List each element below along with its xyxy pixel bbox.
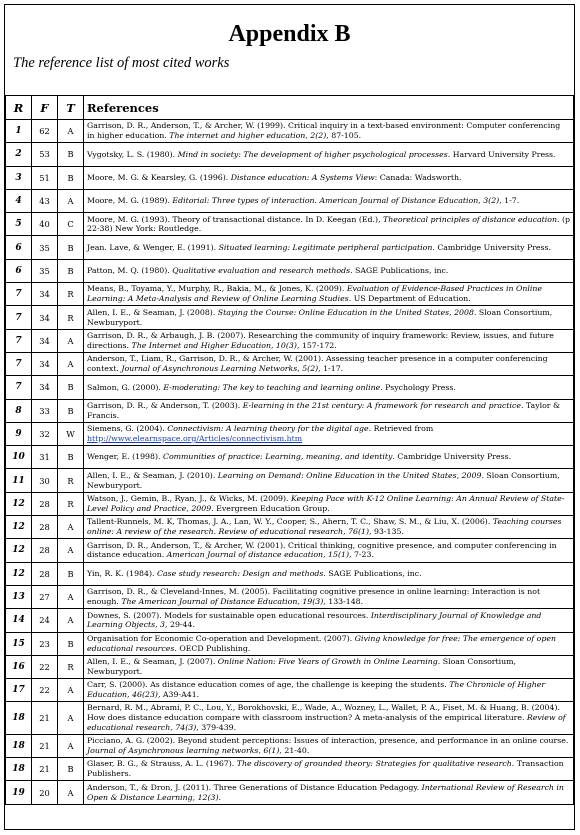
reference-text: . Retrieved from bbox=[368, 424, 434, 434]
frequency-cell: 53 bbox=[32, 143, 58, 166]
reference-italic-text: Online Nation: Five Years of Growth in Online Learning bbox=[217, 657, 438, 667]
column-header-references: References bbox=[84, 96, 574, 120]
type-cell: B bbox=[58, 632, 84, 655]
rank-cell: 9 bbox=[6, 422, 32, 445]
frequency-cell: 32 bbox=[32, 422, 58, 445]
reference-text: 87-105. bbox=[328, 131, 362, 141]
reference-cell bbox=[84, 120, 574, 143]
rank-cell: 17 bbox=[6, 679, 32, 702]
reference-cell bbox=[84, 781, 574, 804]
reference-cell bbox=[84, 329, 574, 352]
reference-cell bbox=[84, 376, 574, 399]
reference-table bbox=[5, 95, 574, 805]
rank-cell: 12 bbox=[6, 562, 32, 585]
reference-cell bbox=[84, 702, 574, 734]
reference-italic-text: E-learning in the 21st century: A framework for research and practice bbox=[242, 400, 521, 410]
rank-cell: 18 bbox=[6, 734, 32, 757]
reference-text: Garrison, D. R., & Arbaugh, J. B. (2007). Researching the community of inquiry framework: Review, issues, and future directions. bbox=[87, 331, 554, 350]
type-cell: A bbox=[58, 679, 84, 702]
rank-cell: 4 bbox=[6, 189, 32, 212]
type-cell: A bbox=[58, 539, 84, 562]
table-row bbox=[6, 492, 574, 515]
type-cell: R bbox=[58, 492, 84, 515]
reference-text: 1-17. bbox=[320, 364, 344, 374]
type-cell: A bbox=[58, 702, 84, 734]
table-row bbox=[6, 213, 574, 236]
reference-italic-text: Mind in society: The development of higher psychological processes. bbox=[177, 149, 451, 159]
reference-text: Moore, M. G. (1993). Theory of transactional distance. In D. Keegan (Ed.), bbox=[87, 214, 384, 224]
reference-italic-text: Editorial: Three types of interaction. American Journal of Distance Education, 3(2), bbox=[172, 196, 502, 206]
reference-italic-text: Connectivism: A learning theory for the digital age bbox=[167, 424, 369, 434]
rank-cell: 2 bbox=[6, 143, 32, 166]
reference-text: Means, B., Toyama, Y., Murphy, R., Bakia, M., & Jones, K. (2009). bbox=[87, 284, 347, 294]
frequency-cell: 21 bbox=[32, 702, 58, 734]
reference-cell bbox=[84, 352, 574, 375]
frequency-cell: 28 bbox=[32, 562, 58, 585]
reference-text: . Transaction Publishers. bbox=[87, 759, 564, 779]
reference-text: . Cambridge University Press. bbox=[392, 452, 512, 462]
frequency-cell: 62 bbox=[32, 120, 58, 143]
reference-italic-text: Keeping Pace with K-12 Online Learning: An Annual Review of State-Level Policy and Practice, 2009 bbox=[87, 494, 565, 513]
reference-italic-text: Learning on Demand: Online Education in the United States, 2009 bbox=[217, 470, 482, 480]
rank-cell: 15 bbox=[6, 632, 32, 655]
frequency-cell: 43 bbox=[32, 189, 58, 212]
frequency-cell: 34 bbox=[32, 306, 58, 329]
rank-cell: 1 bbox=[6, 120, 32, 143]
frequency-cell: 33 bbox=[32, 399, 58, 422]
reference-cell bbox=[84, 143, 574, 166]
reference-cell bbox=[84, 632, 574, 655]
reference-text: Organisation for Economic Co-operation and Development. (2007). bbox=[87, 633, 355, 643]
type-cell: R bbox=[58, 469, 84, 492]
reference-text: . Evergreen Education Group. bbox=[211, 503, 330, 513]
reference-text: Glaser, B. G., & Strauss, A. L. (1967). bbox=[87, 759, 237, 769]
rank-cell: 11 bbox=[6, 469, 32, 492]
reference-cell bbox=[84, 236, 574, 259]
column-header-t: T bbox=[58, 96, 84, 120]
reference-text: . Taylor & Francis. bbox=[87, 400, 560, 420]
reference-text: 93-135. bbox=[371, 527, 404, 537]
reference-text: 379-439. bbox=[198, 723, 237, 733]
type-cell: B bbox=[58, 446, 84, 469]
frequency-cell: 34 bbox=[32, 283, 58, 306]
rank-cell: 7 bbox=[6, 352, 32, 375]
type-cell: A bbox=[58, 189, 84, 212]
table-header-row bbox=[6, 96, 574, 120]
reference-text: Garrison, D. R., & Cleveland-Innes, M. (2005). Facilitating cognitive presence in online learning: Interaction is not enough. bbox=[87, 587, 541, 607]
frequency-cell: 34 bbox=[32, 376, 58, 399]
frequency-cell: 51 bbox=[32, 166, 58, 189]
frequency-cell: 24 bbox=[32, 609, 58, 632]
reference-text: . Sloan Consortium, Newburyport. bbox=[87, 657, 517, 676]
table-row bbox=[6, 446, 574, 469]
table-row bbox=[6, 562, 574, 585]
reference-text: 21-40. bbox=[281, 745, 310, 755]
reference-italic-text: Situated learning: Legitimate peripheral participation bbox=[218, 242, 433, 252]
reference-italic-text: Journal of Asynchronous learning networks, 6(1), bbox=[87, 745, 282, 755]
table-row bbox=[6, 306, 574, 329]
type-cell: B bbox=[58, 166, 84, 189]
reference-text: Moore, M. G. (1989). bbox=[87, 196, 173, 206]
reference-text: Carr, S. (2000). As distance education comes of age, the challenge is keeping the students. bbox=[87, 680, 450, 690]
rank-cell: 12 bbox=[6, 539, 32, 562]
table-row bbox=[6, 376, 574, 399]
reference-text: Siemens, G. (2004). bbox=[87, 424, 168, 434]
rank-cell: 7 bbox=[6, 329, 32, 352]
reference-cell bbox=[84, 655, 574, 678]
frequency-cell: 34 bbox=[32, 352, 58, 375]
frequency-cell: 21 bbox=[32, 734, 58, 757]
table-row bbox=[6, 259, 574, 282]
frequency-cell: 21 bbox=[32, 758, 58, 781]
table-row bbox=[6, 166, 574, 189]
table-row bbox=[6, 734, 574, 757]
table-row bbox=[6, 655, 574, 678]
frequency-cell: 35 bbox=[32, 236, 58, 259]
rank-cell: 7 bbox=[6, 283, 32, 306]
type-cell: B bbox=[58, 143, 84, 166]
frequency-cell: 35 bbox=[32, 259, 58, 282]
frequency-cell: 27 bbox=[32, 585, 58, 608]
column-header-r: R bbox=[6, 96, 32, 120]
reference-cell bbox=[84, 399, 574, 422]
type-cell: A bbox=[58, 609, 84, 632]
reference-text: Picciano, A. G. (2002). Beyond student perceptions: Issues of interaction, presence, and performance in an online course. bbox=[87, 736, 569, 746]
table-row bbox=[6, 781, 574, 804]
type-cell: A bbox=[58, 120, 84, 143]
reference-cell bbox=[84, 492, 574, 515]
table-row bbox=[6, 469, 574, 492]
frequency-cell: 31 bbox=[32, 446, 58, 469]
reference-italic-text: E-moderating: The key to teaching and learning online bbox=[163, 382, 381, 392]
reference-text: Salmon, G. (2000). bbox=[87, 382, 164, 392]
table-row bbox=[6, 422, 574, 445]
reference-text: Tallent-Runnels, M. K, Thomas, J. A., Lan, W. Y., Cooper, S., Ahern, T. C., Shaw, S. M., & Liu, X. (2006). bbox=[87, 517, 493, 527]
reference-text: A39-A41. bbox=[160, 690, 200, 700]
frequency-cell: 20 bbox=[32, 781, 58, 804]
reference-text: Allen, I. E., & Seaman, J. (2007). bbox=[87, 657, 218, 667]
appendix-page bbox=[4, 4, 575, 830]
type-cell: R bbox=[58, 306, 84, 329]
table-row bbox=[6, 189, 574, 212]
reference-text: Watson, J., Gemin, B., Ryan, J., & Wicks, M. (2009). bbox=[87, 494, 292, 504]
table-row bbox=[6, 143, 574, 166]
frequency-cell: 28 bbox=[32, 516, 58, 539]
reference-italic-text: American Journal of distance education, 15(1), bbox=[166, 550, 352, 560]
rank-cell: 18 bbox=[6, 758, 32, 781]
reference-text: Wenger, E. (1998). bbox=[87, 452, 163, 462]
reference-italic-text: Case study research: Design and methods bbox=[156, 568, 324, 578]
reference-cell bbox=[84, 259, 574, 282]
reference-italic-text: Qualitative evaluation and research methods bbox=[172, 266, 351, 276]
reference-text: . Sloan Consortium, Newburyport. bbox=[87, 470, 560, 490]
page-subtitle: The reference list of most cited works bbox=[13, 55, 230, 71]
frequency-cell: 23 bbox=[32, 632, 58, 655]
frequency-cell: 22 bbox=[32, 655, 58, 678]
reference-text: Vygotsky, L. S. (1980). bbox=[87, 149, 178, 159]
rank-cell: 3 bbox=[6, 166, 32, 189]
type-cell: R bbox=[58, 283, 84, 306]
reference-italic-text: Journal of Asynchronous Learning Networks, 5(2), bbox=[121, 364, 321, 374]
rank-cell: 13 bbox=[6, 585, 32, 608]
reference-cell bbox=[84, 283, 574, 306]
reference-italic-text: The discovery of grounded theory: Strategies for qualitative research bbox=[236, 759, 512, 769]
rank-cell: 18 bbox=[6, 702, 32, 734]
type-cell: A bbox=[58, 329, 84, 352]
reference-text: . bbox=[218, 792, 222, 802]
table-row bbox=[6, 329, 574, 352]
type-cell: A bbox=[58, 781, 84, 804]
reference-text: . OECD Publishing. bbox=[174, 643, 251, 653]
reference-text: Garrison, D. R., Anderson, T., & Archer, W. (1999). Critical inquiry in a text-based environment: Computer conferencing in higher education. bbox=[87, 121, 561, 141]
reference-italic-text: Teaching courses online: A review of the research. Review of educational research, 76(1), bbox=[87, 517, 562, 537]
reference-text: Allen, I. E., & Seaman, J. (2008). bbox=[87, 307, 218, 317]
table-row bbox=[6, 120, 574, 143]
type-cell: B bbox=[58, 236, 84, 259]
table-row bbox=[6, 758, 574, 781]
type-cell: A bbox=[58, 352, 84, 375]
reference-cell bbox=[84, 213, 574, 236]
reference-cell bbox=[84, 679, 574, 702]
reference-text: : Canada: Wadsworth. bbox=[374, 172, 462, 182]
reference-text: Anderson, T., & Dron, J. (2011). Three Generations of Distance Education Pedagogy. bbox=[87, 782, 422, 792]
reference-cell bbox=[84, 539, 574, 562]
reference-text: Patton, M. Q. (1980). bbox=[87, 266, 173, 276]
type-cell: A bbox=[58, 516, 84, 539]
type-cell: C bbox=[58, 213, 84, 236]
page-title: Appendix B bbox=[228, 21, 351, 47]
table-row bbox=[6, 352, 574, 375]
reference-italic-text: The Chronicle of Higher Education, 46(23), bbox=[87, 680, 546, 700]
type-cell: B bbox=[58, 399, 84, 422]
reference-text: Allen, I. E., & Seaman, J. (2010). bbox=[87, 470, 218, 480]
rank-cell: 7 bbox=[6, 306, 32, 329]
rank-cell: 6 bbox=[6, 259, 32, 282]
frequency-cell: 28 bbox=[32, 539, 58, 562]
table-row bbox=[6, 585, 574, 608]
type-cell: W bbox=[58, 422, 84, 445]
reference-text: Anderson, T., Liam, R., Garrison, D. R., & Archer, W. (2001). Assessing teacher presence in a computer conferencing context. bbox=[87, 354, 548, 374]
reference-text: . Sloan Consortium, Newburyport. bbox=[87, 307, 553, 327]
reference-italic-text: Communities of practice: Learning, meaning, and identity bbox=[162, 452, 393, 462]
reference-text: . SAGE Publications, inc. bbox=[323, 568, 422, 578]
type-cell: B bbox=[58, 562, 84, 585]
reference-text: . SAGE Publications, inc. bbox=[350, 266, 449, 276]
type-cell: A bbox=[58, 585, 84, 608]
frequency-cell: 22 bbox=[32, 679, 58, 702]
reference-italic-text: Review of educational research, 74(3), bbox=[87, 713, 566, 733]
type-cell: R bbox=[58, 655, 84, 678]
reference-italic-text: The internet and higher education, 2(2), bbox=[169, 131, 329, 141]
reference-text: Yin, R. K. (1984). bbox=[87, 568, 157, 578]
reference-cell bbox=[84, 562, 574, 585]
reference-cell bbox=[84, 422, 574, 445]
frequency-cell: 28 bbox=[32, 492, 58, 515]
reference-text: Garrison, D. R., Anderson, T., & Archer, W. (2001). Critical thinking, cognitive presence, and computer conferencing in distance education. bbox=[87, 540, 557, 560]
reference-text: 133-148. bbox=[325, 597, 364, 607]
reference-text: 29-44. bbox=[167, 620, 195, 630]
reference-italic-text: International Review of Research in Open & Distance Learning, 12(3) bbox=[87, 782, 564, 802]
reference-italic-text: Giving knowledge for free: The emergence of open educational resources bbox=[87, 633, 557, 653]
rank-cell: 14 bbox=[6, 609, 32, 632]
rank-cell: 6 bbox=[6, 236, 32, 259]
rank-cell: 5 bbox=[6, 213, 32, 236]
frequency-cell: 30 bbox=[32, 469, 58, 492]
reference-italic-text: Staying the Course: Online Education in the United States, 2008 bbox=[217, 307, 474, 317]
reference-italic-text: Distance education: A Systems View bbox=[230, 172, 375, 182]
table-row bbox=[6, 702, 574, 734]
rank-cell: 12 bbox=[6, 516, 32, 539]
type-cell: B bbox=[58, 376, 84, 399]
type-cell: B bbox=[58, 259, 84, 282]
reference-cell bbox=[84, 609, 574, 632]
reference-italic-text: The Internet and Higher Education, 10(3), bbox=[131, 340, 300, 350]
table-row bbox=[6, 609, 574, 632]
table-row bbox=[6, 539, 574, 562]
table-body bbox=[6, 120, 574, 805]
rank-cell: 19 bbox=[6, 781, 32, 804]
reference-italic-text: The American Journal of Distance Education, 19(3), bbox=[121, 597, 326, 607]
rank-cell: 12 bbox=[6, 492, 32, 515]
reference-link[interactable]: http://www.elearnspace.org/Articles/connectivism.htm bbox=[87, 434, 303, 443]
rank-cell: 8 bbox=[6, 399, 32, 422]
reference-cell bbox=[84, 758, 574, 781]
rank-cell: 16 bbox=[6, 655, 32, 678]
reference-cell bbox=[84, 734, 574, 757]
reference-text: Harvard University Press. bbox=[450, 149, 556, 159]
rank-cell: 10 bbox=[6, 446, 32, 469]
table-row bbox=[6, 236, 574, 259]
table-row bbox=[6, 399, 574, 422]
reference-text: Jean. Lave, & Wenger, E. (1991). bbox=[87, 242, 219, 252]
reference-cell bbox=[84, 189, 574, 212]
reference-text: 157-172. bbox=[299, 340, 337, 350]
reference-text: Moore, M. G. & Kearsley, G. (1996). bbox=[87, 172, 231, 182]
type-cell: A bbox=[58, 734, 84, 757]
reference-text: 1-7. bbox=[501, 196, 520, 206]
reference-text: Garrison, D. R., & Anderson, T. (2003). bbox=[87, 400, 243, 410]
reference-cell bbox=[84, 166, 574, 189]
frequency-cell: 34 bbox=[32, 329, 58, 352]
table-row bbox=[6, 516, 574, 539]
reference-cell bbox=[84, 469, 574, 492]
reference-text: Bernard, R. M., Abrami, P. C., Lou, Y., Borokhovski, E., Wade, A., Wozney, L., Wallet, P. A., Fiset, M. & Huang, B. (2004). How does distance education compare with classroom instruction? A meta-analysis of the empirical literature. bbox=[87, 703, 561, 723]
reference-cell bbox=[84, 446, 574, 469]
reference-text: Downes, S. (2007). Models for sustainable open educational resources. bbox=[87, 610, 371, 620]
reference-italic-text: Interdisciplinary Journal of Knowledge and Learning Objects, 3, bbox=[87, 610, 542, 630]
reference-text: . US Department of Education. bbox=[348, 294, 471, 304]
table-row bbox=[6, 283, 574, 306]
reference-cell bbox=[84, 306, 574, 329]
reference-italic-text: Theoretical principles of distance education. bbox=[383, 214, 560, 224]
rank-cell: 7 bbox=[6, 376, 32, 399]
reference-text: (p 22-38) New York: Routledge. bbox=[87, 214, 570, 234]
reference-cell bbox=[84, 516, 574, 539]
table-row bbox=[6, 632, 574, 655]
frequency-cell: 40 bbox=[32, 213, 58, 236]
table-row bbox=[6, 679, 574, 702]
column-header-f: F bbox=[32, 96, 58, 120]
reference-text: . Psychology Press. bbox=[380, 382, 456, 392]
reference-cell bbox=[84, 585, 574, 608]
reference-italic-text: Evaluation of Evidence-Based Practices in Online Learning: A Meta-Analysis and Review of Online Learning Studies bbox=[87, 284, 543, 304]
reference-text: . Cambridge University Press. bbox=[432, 242, 552, 252]
type-cell: B bbox=[58, 758, 84, 781]
reference-text: 7-23. bbox=[351, 550, 374, 560]
